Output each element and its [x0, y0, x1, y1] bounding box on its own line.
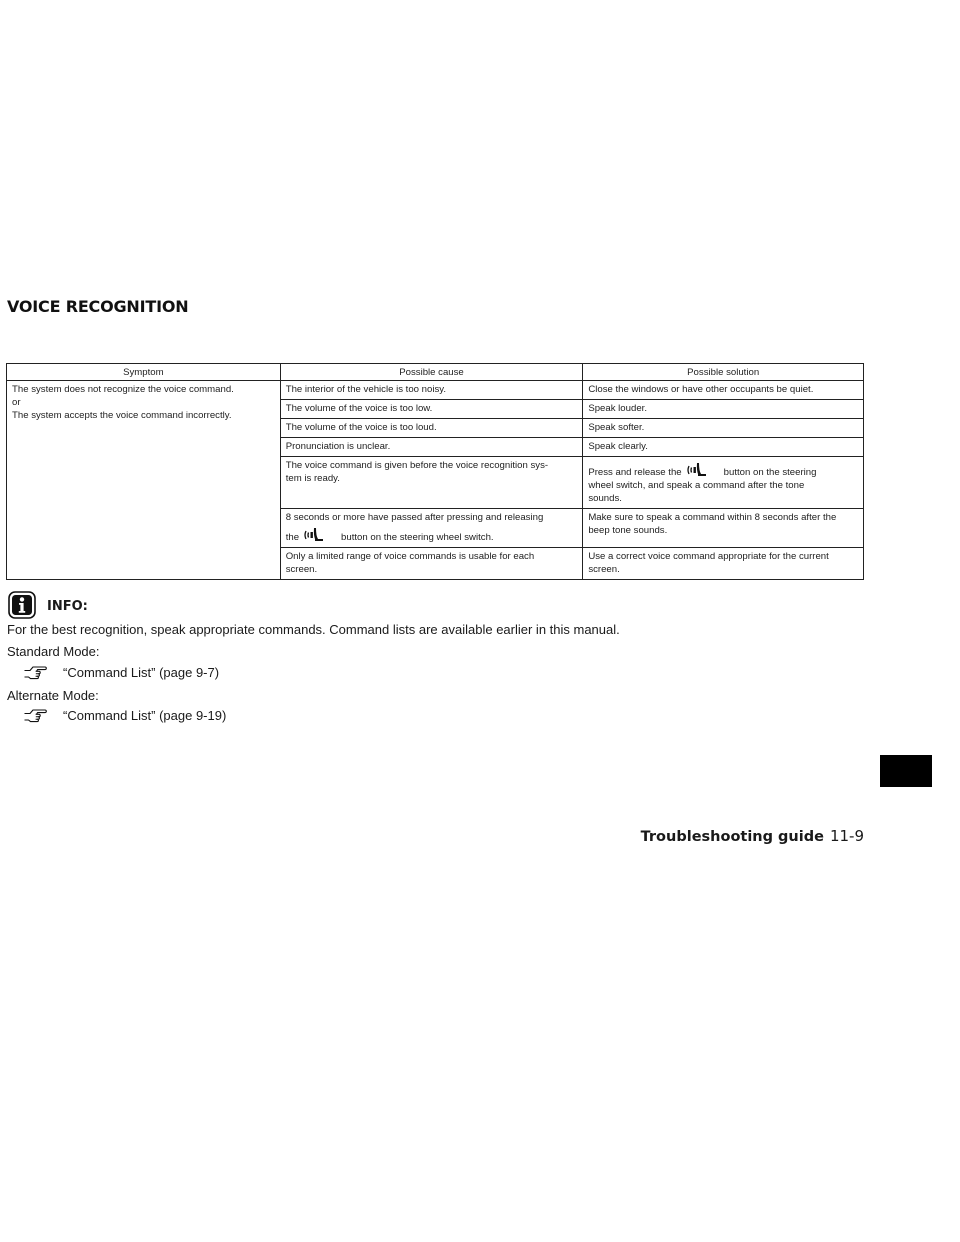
solution-text: Press and release the: [588, 467, 682, 478]
section-title: VOICE RECOGNITION: [7, 297, 189, 316]
symptom-line: The system accepts the voice command incorrectly.: [12, 410, 232, 421]
chapter-thumb-tab: [880, 755, 932, 787]
solution-cell: Speak softer.: [583, 419, 864, 438]
symptom-line: or: [12, 397, 21, 408]
standard-mode-label: Standard Mode:: [7, 644, 100, 659]
cause-text: button on the steering wheel switch.: [341, 532, 494, 543]
solution-line: wheel switch, and speak a command after the tone: [588, 480, 805, 491]
solution-cell: [583, 457, 864, 509]
solution-cell: Close the windows or have other occupants be quiet.: [583, 381, 864, 400]
solution-text: button on the steering: [723, 467, 817, 478]
solution-line: beep tone sounds.: [588, 525, 668, 536]
symptom-line: The system does not recognize the voice command.: [12, 384, 234, 395]
solution-cell: Speak clearly.: [583, 438, 864, 457]
table-header-row: [7, 364, 864, 381]
cause-cell: The volume of the voice is too loud.: [280, 419, 583, 438]
reference-text: “Command List” (page 9-19): [63, 708, 227, 723]
talk-switch-icon: [686, 462, 710, 477]
cause-cell: The interior of the vehicle is too noisy.: [280, 381, 583, 400]
info-icon: [8, 591, 36, 619]
table-row: [7, 381, 864, 400]
header-possible-cause: Possible cause: [280, 364, 583, 381]
solution-line: Use a correct voice command appropriate for the current: [588, 551, 829, 562]
solution-line: [588, 459, 858, 479]
header-possible-solution: Possible solution: [583, 364, 864, 381]
solution-cell: [583, 548, 864, 580]
solution-cell: [583, 509, 864, 548]
cause-line: tem is ready.: [285, 473, 340, 484]
cause-line: [286, 524, 578, 544]
cause-line: Only a limited range of voice commands is usable for each: [285, 551, 535, 562]
footer-page-number: 11-9: [829, 827, 864, 845]
symptom-cell: [7, 381, 281, 580]
page-footer: [641, 826, 864, 845]
info-text: For the best recognition, speak appropriate commands. Command lists are available earlier in this manual.: [7, 622, 620, 637]
footer-chapter-title: Troubleshooting guide: [640, 829, 824, 845]
cause-line: 8 seconds or more have passed after pressing and releasing: [285, 512, 544, 523]
cause-cell: [280, 457, 583, 509]
solution-line: screen.: [588, 564, 620, 575]
solution-line: Make sure to speak a command within 8 seconds after the: [588, 512, 837, 523]
troubleshooting-table: [6, 363, 864, 580]
cause-cell: The volume of the voice is too low.: [280, 400, 583, 419]
reference-text: “Command List” (page 9-7): [63, 665, 220, 680]
cause-line: screen.: [285, 564, 318, 575]
solution-cell: Speak louder.: [583, 400, 864, 419]
cause-text: the: [285, 532, 300, 543]
pointing-hand-icon: [23, 664, 47, 680]
alternate-mode-label: Alternate Mode:: [7, 688, 99, 703]
solution-line: sounds.: [588, 493, 622, 504]
info-label: INFO:: [47, 599, 88, 614]
talk-switch-icon: [303, 527, 327, 542]
cause-cell: [280, 548, 583, 580]
cause-cell: Pronunciation is unclear.: [280, 438, 583, 457]
cause-line: The voice command is given before the voice recognition sys-: [285, 460, 549, 471]
cause-cell: [280, 509, 583, 548]
header-symptom: Symptom: [7, 364, 281, 381]
pointing-hand-icon: [23, 707, 47, 723]
